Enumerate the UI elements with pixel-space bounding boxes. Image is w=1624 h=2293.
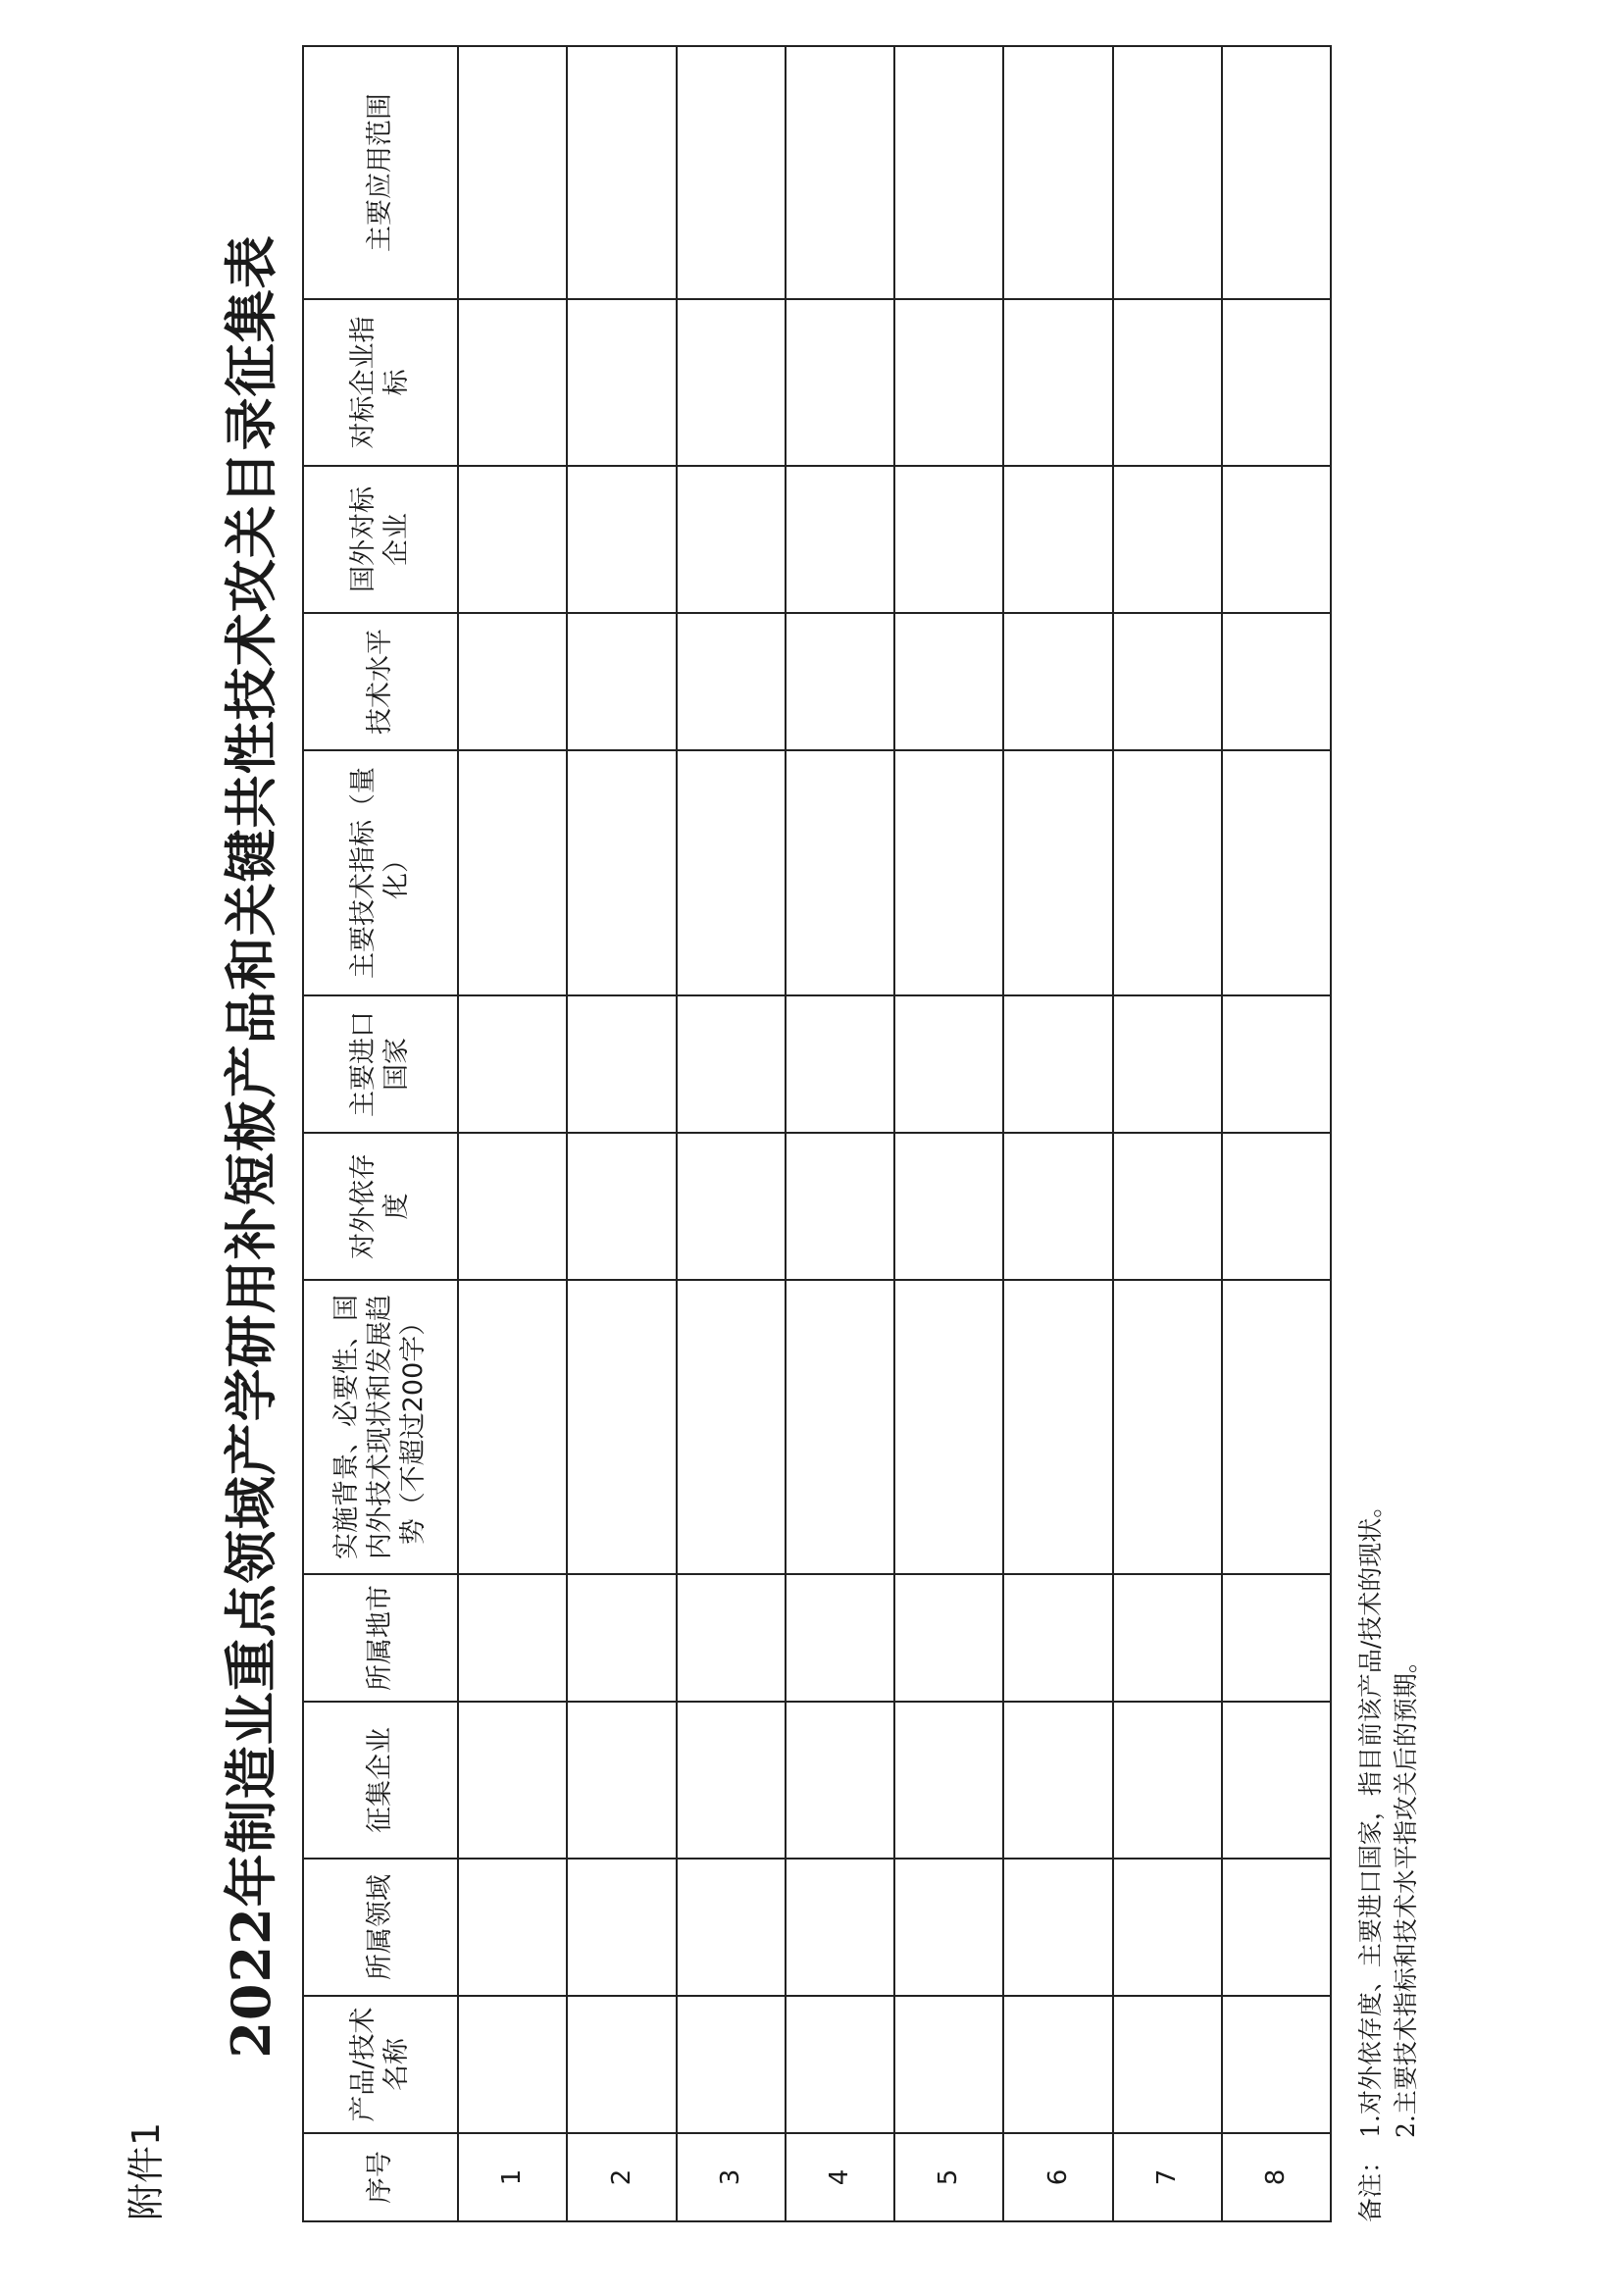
empty-entry-cell xyxy=(1222,995,1331,1133)
row-index-cell: 8 xyxy=(1222,2133,1331,2221)
empty-entry-cell xyxy=(786,1133,894,1280)
table-row xyxy=(894,46,1003,2221)
empty-entry-cell xyxy=(786,1996,894,2133)
empty-entry-cell xyxy=(458,613,567,750)
empty-entry-cell xyxy=(458,995,567,1133)
empty-entry-cell xyxy=(1003,995,1112,1133)
empty-entry-cell xyxy=(786,1702,894,1859)
empty-entry-cell xyxy=(1113,1996,1222,2133)
empty-entry-cell xyxy=(1222,1996,1331,2133)
table-header-row xyxy=(303,46,458,2221)
empty-entry-cell xyxy=(1003,1574,1112,1702)
empty-entry-cell xyxy=(567,1996,676,2133)
empty-entry-cell xyxy=(1113,299,1222,466)
row-index-cell: 2 xyxy=(567,2133,676,2221)
empty-entry-cell xyxy=(458,1280,567,1574)
header-cell: 国外对标企业 xyxy=(303,466,458,613)
table-row xyxy=(1003,46,1112,2221)
empty-entry-cell xyxy=(786,613,894,750)
empty-entry-cell xyxy=(1003,1133,1112,1280)
header-cell: 征集企业 xyxy=(303,1702,458,1859)
header-cell: 所属领域 xyxy=(303,1859,458,1996)
empty-entry-cell xyxy=(677,1996,786,2133)
empty-entry-cell xyxy=(567,1702,676,1859)
collection-table xyxy=(302,45,1332,2222)
row-index-cell: 3 xyxy=(677,2133,786,2221)
empty-entry-cell xyxy=(786,466,894,613)
empty-entry-cell xyxy=(1003,299,1112,466)
empty-entry-cell xyxy=(1113,1133,1222,1280)
row-index-cell: 5 xyxy=(894,2133,1003,2221)
empty-entry-cell xyxy=(567,299,676,466)
empty-entry-cell xyxy=(1003,750,1112,995)
empty-entry-cell xyxy=(1222,1133,1331,1280)
table-row xyxy=(677,46,786,2221)
empty-entry-cell xyxy=(458,1996,567,2133)
empty-entry-cell xyxy=(1222,750,1331,995)
row-index-cell: 1 xyxy=(458,2133,567,2221)
header-cell: 技术水平 xyxy=(303,613,458,750)
empty-entry-cell xyxy=(894,46,1003,299)
empty-entry-cell xyxy=(1222,613,1331,750)
header-cell: 对外依存度 xyxy=(303,1133,458,1280)
empty-entry-cell xyxy=(786,1280,894,1574)
header-cell: 主要应用范围 xyxy=(303,46,458,299)
empty-entry-cell xyxy=(1003,613,1112,750)
empty-entry-cell xyxy=(458,1859,567,1996)
table-row xyxy=(458,46,567,2221)
header-cell: 主要技术指标（量化） xyxy=(303,750,458,995)
header-cell: 所属地市 xyxy=(303,1574,458,1702)
header-cell: 主要进口国家 xyxy=(303,995,458,1133)
note-item: 1.对外依存度、主要进口国家，指目前该产品/技术的现状。 xyxy=(1356,1493,1385,2138)
empty-entry-cell xyxy=(567,1133,676,1280)
header-cell: 实施背景、必要性、国内外技术现状和发展趋势（不超过200字） xyxy=(303,1280,458,1574)
empty-entry-cell xyxy=(458,299,567,466)
empty-entry-cell xyxy=(567,1574,676,1702)
attachment-label: 附件1 xyxy=(125,2121,168,2220)
notes-label: 备注： xyxy=(1356,2148,1385,2222)
empty-entry-cell xyxy=(677,46,786,299)
empty-entry-cell xyxy=(458,466,567,613)
empty-entry-cell xyxy=(677,299,786,466)
table-row xyxy=(786,46,894,2221)
empty-entry-cell xyxy=(1113,1280,1222,1574)
page-title: 2022年制造业重点领域产学研用补短板产品和关键共性技术攻关目录征集表 xyxy=(220,234,282,2059)
empty-entry-cell xyxy=(567,995,676,1133)
empty-entry-cell xyxy=(894,1996,1003,2133)
empty-entry-cell xyxy=(1003,466,1112,613)
empty-entry-cell xyxy=(894,1859,1003,1996)
empty-entry-cell xyxy=(1003,1996,1112,2133)
empty-entry-cell xyxy=(1003,1280,1112,1574)
table-row xyxy=(1113,46,1222,2221)
empty-entry-cell xyxy=(458,46,567,299)
empty-entry-cell xyxy=(458,1133,567,1280)
header-cell: 对标企业指标 xyxy=(303,299,458,466)
empty-entry-cell xyxy=(1222,299,1331,466)
empty-entry-cell xyxy=(894,466,1003,613)
empty-entry-cell xyxy=(677,1133,786,1280)
empty-entry-cell xyxy=(458,1574,567,1702)
empty-entry-cell xyxy=(567,1280,676,1574)
empty-entry-cell xyxy=(677,995,786,1133)
empty-entry-cell xyxy=(894,995,1003,1133)
empty-entry-cell xyxy=(1113,46,1222,299)
row-index-cell: 4 xyxy=(786,2133,894,2221)
empty-entry-cell xyxy=(786,1859,894,1996)
empty-entry-cell xyxy=(894,299,1003,466)
row-index-cell: 6 xyxy=(1003,2133,1112,2221)
table-row xyxy=(567,46,676,2221)
empty-entry-cell xyxy=(894,750,1003,995)
empty-entry-cell xyxy=(786,750,894,995)
empty-entry-cell xyxy=(1113,1859,1222,1996)
empty-entry-cell xyxy=(894,1702,1003,1859)
empty-entry-cell xyxy=(458,1702,567,1859)
empty-entry-cell xyxy=(567,466,676,613)
header-cell: 序号 xyxy=(303,2133,458,2221)
row-index-cell: 7 xyxy=(1113,2133,1222,2221)
empty-entry-cell xyxy=(677,1574,786,1702)
empty-entry-cell xyxy=(1222,1280,1331,1574)
empty-entry-cell xyxy=(1113,750,1222,995)
empty-entry-cell xyxy=(1222,466,1331,613)
empty-entry-cell xyxy=(567,613,676,750)
empty-entry-cell xyxy=(1003,1859,1112,1996)
empty-entry-cell xyxy=(677,1702,786,1859)
header-cell: 产品/技术名称 xyxy=(303,1996,458,2133)
empty-entry-cell xyxy=(1003,46,1112,299)
empty-entry-cell xyxy=(677,1280,786,1574)
empty-entry-cell xyxy=(894,613,1003,750)
empty-entry-cell xyxy=(677,750,786,995)
empty-entry-cell xyxy=(677,613,786,750)
empty-entry-cell xyxy=(677,1859,786,1996)
empty-entry-cell xyxy=(1113,613,1222,750)
empty-entry-cell xyxy=(894,1133,1003,1280)
empty-entry-cell xyxy=(1222,1702,1331,1859)
empty-entry-cell xyxy=(567,750,676,995)
empty-entry-cell xyxy=(567,1859,676,1996)
empty-entry-cell xyxy=(894,1574,1003,1702)
empty-entry-cell xyxy=(1113,1574,1222,1702)
empty-entry-cell xyxy=(677,466,786,613)
empty-entry-cell xyxy=(894,1280,1003,1574)
empty-entry-cell xyxy=(786,1574,894,1702)
empty-entry-cell xyxy=(1113,466,1222,613)
empty-entry-cell xyxy=(1113,1702,1222,1859)
footnotes xyxy=(1353,1494,1425,2222)
empty-entry-cell xyxy=(786,995,894,1133)
empty-entry-cell xyxy=(1222,1859,1331,1996)
table-row xyxy=(1222,46,1331,2221)
note-item: 2.主要技术指标和技术水平指攻关后的预期。 xyxy=(1392,1649,1421,2138)
empty-entry-cell xyxy=(458,750,567,995)
empty-entry-cell xyxy=(567,46,676,299)
empty-entry-cell xyxy=(1222,46,1331,299)
empty-entry-cell xyxy=(1003,1702,1112,1859)
empty-entry-cell xyxy=(786,46,894,299)
empty-entry-cell xyxy=(1113,995,1222,1133)
empty-entry-cell xyxy=(786,299,894,466)
empty-entry-cell xyxy=(1222,1574,1331,1702)
